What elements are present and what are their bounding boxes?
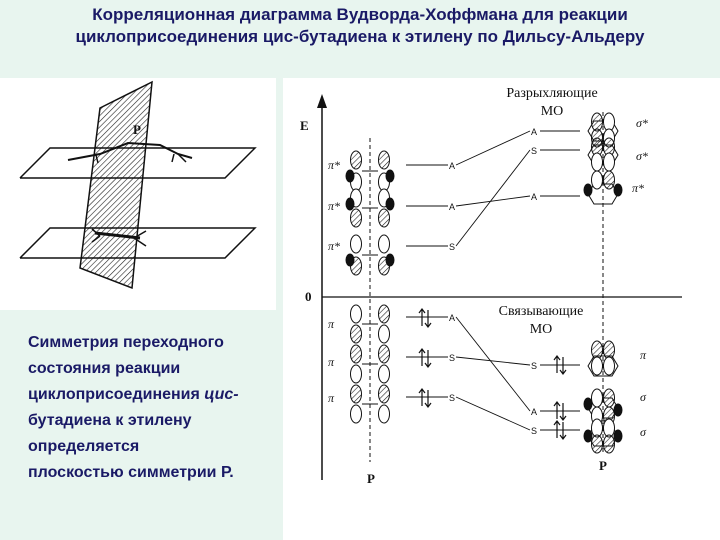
caption-line-3-text: циклоприсоединения xyxy=(28,386,205,403)
left-symmetry-1: A xyxy=(449,161,456,171)
correlation-line-1 xyxy=(456,131,530,165)
butadiene-h-2 xyxy=(172,154,174,162)
correlation-diagram xyxy=(300,86,682,486)
left-symmetry-6: S xyxy=(449,393,456,403)
left-symmetry-4: A xyxy=(449,313,456,323)
energy-axis-arrow xyxy=(317,94,327,108)
left-electron-pairs xyxy=(419,309,431,407)
caption-line-3-italic: цис- xyxy=(204,386,239,403)
plane-label-p: P xyxy=(133,122,141,137)
left-orbital-label-5: π xyxy=(328,355,335,369)
correlation-line-6 xyxy=(456,397,530,430)
left-levels xyxy=(328,151,455,423)
bonding-label-2: МО xyxy=(529,322,553,337)
right-symmetry-3: A xyxy=(531,192,538,202)
caption-line-6: плоскостью симметрии Р. xyxy=(28,464,234,481)
right-orbital-label-4: π xyxy=(640,348,647,362)
energy-axis-label: E xyxy=(300,118,309,133)
bonding-label-1: Связывающие xyxy=(498,304,584,319)
right-electron-pairs xyxy=(554,356,566,439)
right-orbital-label-3: π* xyxy=(632,181,645,195)
left-orbital-label-2: π* xyxy=(328,199,341,213)
right-symmetry-5: A xyxy=(531,407,538,417)
left-orbital-label-6: π xyxy=(328,391,335,405)
left-symmetry-3: S xyxy=(449,242,456,252)
correlation-line-3 xyxy=(456,150,530,246)
right-orbital-label-2: σ* xyxy=(636,149,648,163)
right-symmetry-2: S xyxy=(531,146,538,156)
right-symmetry-1: A xyxy=(531,127,538,137)
title-line-2: циклоприсоединения цис-бутадиена к этилену по Дильсу-Альдеру xyxy=(75,27,645,46)
left-symmetry-2: A xyxy=(449,202,456,212)
left-orbital-label-4: π xyxy=(328,317,335,331)
left-symmetry-5: S xyxy=(449,353,456,363)
caption-line-2: состояния реакции xyxy=(28,360,181,377)
caption-line-1: Симметрия переходного xyxy=(28,334,224,351)
title-line-1: Корреляционная диаграмма Вудворда-Хоффмана для реакции xyxy=(92,5,628,24)
right-symmetry-6: S xyxy=(531,426,538,436)
caption-line-5: определяется xyxy=(28,438,140,455)
right-orbital-label-1: σ* xyxy=(636,116,648,130)
right-levels xyxy=(531,113,648,453)
antibonding-label-1: Разрыхляющие xyxy=(506,86,598,101)
caption-line-4: бутадиена к этилену xyxy=(28,412,192,429)
zero-label: 0 xyxy=(305,289,312,304)
symmetry-plane-p xyxy=(80,82,152,288)
left-plane-label: P xyxy=(367,471,375,486)
left-orbital-label-3: π* xyxy=(328,239,341,253)
antibonding-label-2: МО xyxy=(540,104,564,119)
right-orbital-label-6: σ xyxy=(640,425,646,439)
plane-figure xyxy=(20,82,255,288)
right-plane-label: P xyxy=(599,458,607,473)
left-orbital-label-1: π* xyxy=(328,158,341,172)
right-symmetry-4: S xyxy=(531,361,538,371)
right-orbital-label-5: σ xyxy=(640,390,646,404)
